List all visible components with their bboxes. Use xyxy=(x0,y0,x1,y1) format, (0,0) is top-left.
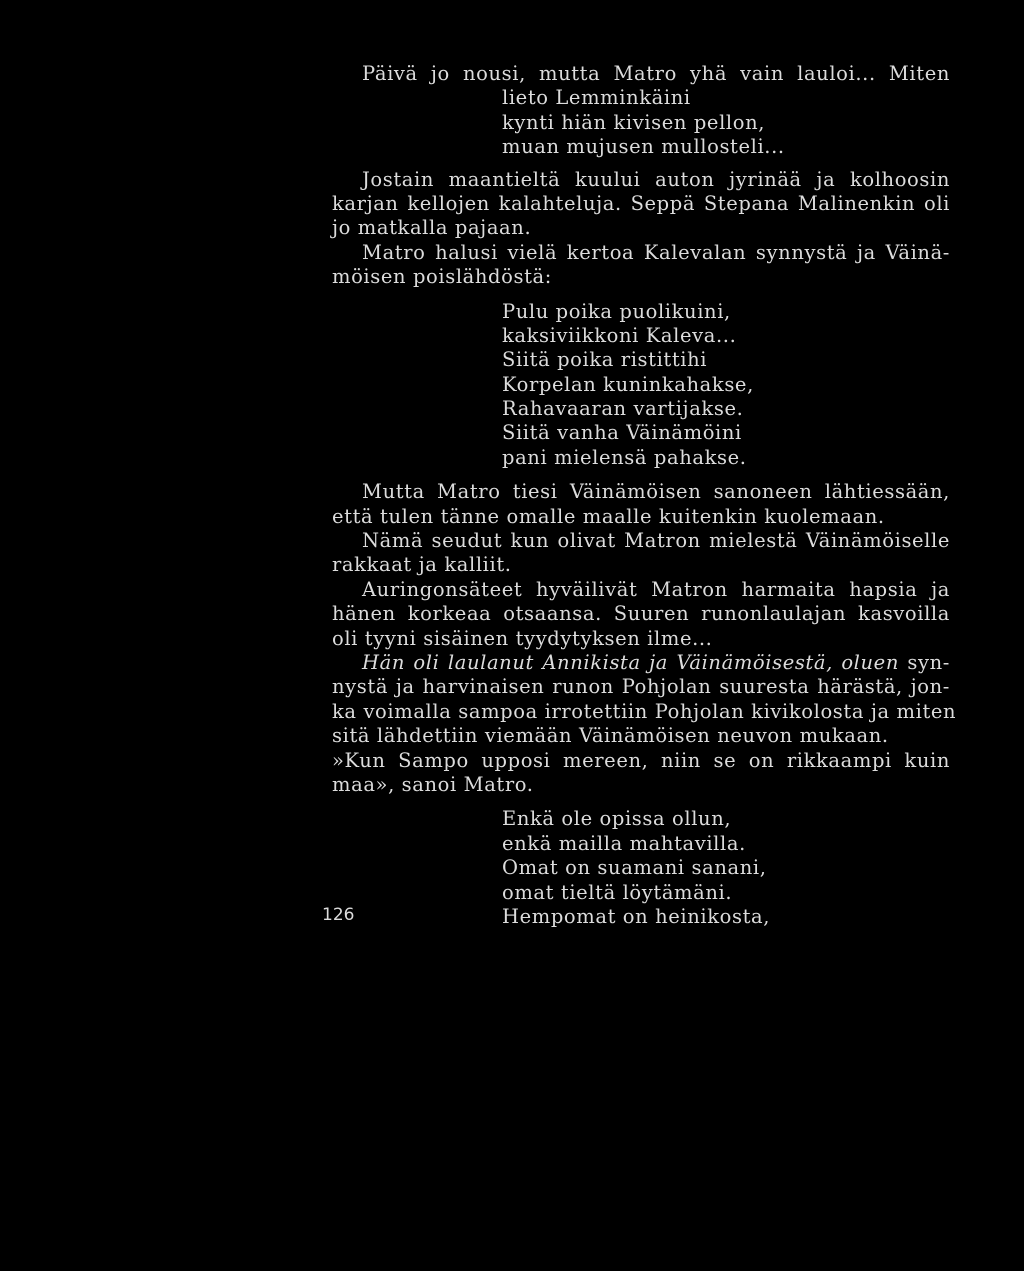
paragraph-line: että tulen tänne omalle maalle kuitenkin kuolemaan. xyxy=(332,504,885,528)
verse-line: Korpelan kuninkahakse, xyxy=(502,372,754,396)
paragraph-line: nystä ja harvinaisen runon Pohjolan suuresta härästä, jon- xyxy=(332,675,950,699)
paragraph-sampo-quote xyxy=(332,749,950,798)
verse-line: Enkä ole opissa ollun, xyxy=(502,807,732,831)
verse-line: lieto Lemminkäini xyxy=(502,86,691,110)
paragraph-line: karjan kellojen kalahteluja. Seppä Stepana Malinenkin oli xyxy=(332,191,950,215)
paragraph-line: Matro halusi vielä kertoa Kalevalan synnystä ja Väinä- xyxy=(362,240,950,264)
paragraph-kalevala-birth xyxy=(332,241,950,290)
verse-line: pani mielensä pahakse. xyxy=(502,445,747,469)
verse-line: enkä mailla mahtavilla. xyxy=(502,831,746,855)
paragraph-tractor-sounds xyxy=(332,168,950,241)
verse-line: Siitä vanha Väinämöini xyxy=(502,421,742,445)
text-fragment: syn- xyxy=(898,650,950,674)
verse-kaleva xyxy=(332,300,950,471)
paragraph-line: hänen korkeaa otsaansa. Suuren runonlaulajan kasvoilla xyxy=(332,602,950,626)
paragraph-line: Jostain maantieltä kuului auton jyrinää ja kolhoosin xyxy=(362,167,950,191)
paragraph-sung-songs xyxy=(332,650,957,749)
paragraph-vainamoinen-return xyxy=(332,480,950,529)
verse-line: muan mujusen mullosteli... xyxy=(502,135,785,159)
opening-line: Päivä jo nousi, mutta Matro yhä vain lauloi... Miten xyxy=(362,62,950,85)
paragraph-line: möisen poislähdöstä: xyxy=(332,265,552,289)
paragraph-line: maa», sanoi Matro. xyxy=(332,772,534,796)
verse-line: Hempomat on heinikosta, xyxy=(502,904,771,928)
page-number: 126 xyxy=(322,905,355,925)
verse-line: kynti hiän kivisen pellon, xyxy=(502,110,766,134)
verse-lemminkainen xyxy=(332,86,950,159)
paragraph-line: Nämä seudut kun olivat Matron mielestä Väinämöiselle xyxy=(362,529,950,553)
paragraph-sunrays xyxy=(332,578,950,651)
verse-line: Siitä poika ristittihi xyxy=(502,348,708,372)
verse-line: Pulu poika puolikuini, xyxy=(502,299,731,323)
italic-phrase: Hän oli laulanut Annikista ja Väinämöisestä, oluen xyxy=(362,650,899,674)
paragraph-line: jo matkalla pajaan. xyxy=(332,216,532,240)
verse-line: kaksiviikkoni Kaleva... xyxy=(502,323,737,347)
paragraph-dear-regions xyxy=(332,529,950,578)
paragraph-line: oli tyyni sisäinen tyydytyksen ilme... xyxy=(332,626,713,650)
book-page-text xyxy=(332,62,957,929)
paragraph-line: Mutta Matro tiesi Väinämöisen sanoneen lähtiessään, xyxy=(362,480,950,504)
paragraph-line: rakkaat ja kalliit. xyxy=(332,553,512,577)
verse-line: omat tieltä löytämäni. xyxy=(502,880,733,904)
verse-line: Rahavaaran vartijakse. xyxy=(502,397,744,421)
paragraph-line xyxy=(332,651,950,675)
paragraph-line: »Kun Sampo upposi mereen, niin se on rikkaampi kuin xyxy=(332,748,950,772)
verse-own-words xyxy=(332,807,950,929)
paragraph-line: ka voimalla sampoa irrotettiin Pohjolan kivikolosta ja miten xyxy=(332,699,957,723)
paragraph-line: Auringonsäteet hyväilivät Matron harmaita hapsia ja xyxy=(362,577,950,601)
paragraph-line: sitä lähdettiin viemään Väinämöisen neuvon mukaan. xyxy=(332,724,889,748)
verse-line: Omat on suamani sanani, xyxy=(502,856,767,880)
